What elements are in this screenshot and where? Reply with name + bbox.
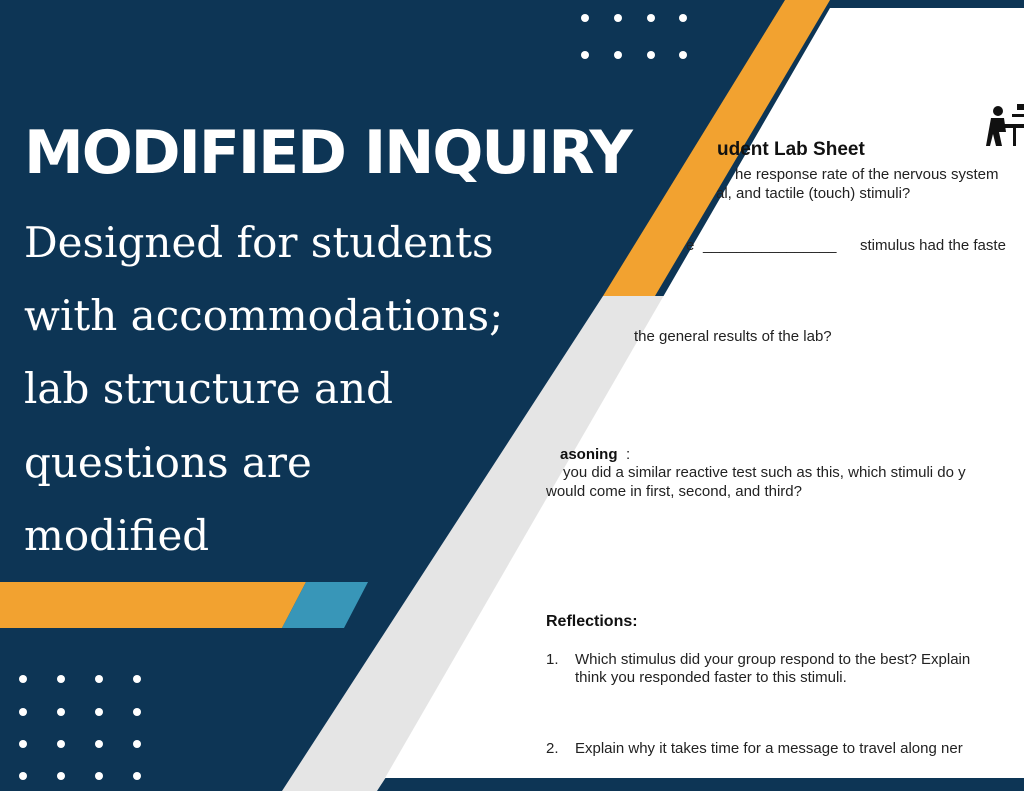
reflection-1-number: 1.	[546, 651, 559, 668]
subtitle-line-3: lab structure and	[24, 364, 393, 413]
reasoning-colon: :	[626, 446, 631, 463]
reasoning-line-2: would come in first, second, and third?	[546, 483, 802, 500]
orange-bar	[0, 582, 306, 628]
reflections-heading: Reflections:	[546, 613, 638, 630]
subtitle-line-2: with accommodations;	[24, 291, 504, 340]
subtitle-line-5: modified	[24, 511, 210, 560]
sheet-title: udent Lab Sheet	[717, 139, 865, 160]
claim-blank: ________________	[703, 237, 837, 254]
subtitle-line-1: Designed for students	[24, 218, 494, 267]
reflection-1-line-2: think you responded faster to this stimuli.	[575, 669, 847, 686]
reasoning-line-1: you did a similar reactive test such as this, which stimuli do y	[563, 464, 966, 481]
question-line-2: al, and tactile (touch) stimuli?	[716, 185, 911, 202]
reflection-2-number: 2.	[546, 740, 559, 757]
reflection-2-line-1: Explain why it takes time for a message to travel along ner	[575, 740, 963, 757]
headline: MODIFIED INQUIRY	[24, 118, 631, 188]
reflection-1-line-1: Which stimulus did your group respond to the best? Explain	[575, 651, 971, 668]
subtitle-line-4: questions are	[24, 438, 312, 487]
claim-prefix: e	[686, 237, 695, 254]
evidence-question: the general results of the lab?	[634, 328, 832, 345]
reasoning-label: asoning	[560, 446, 618, 463]
question-line-1: he response rate of the nervous system	[735, 166, 999, 183]
claim-suffix: stimulus had the faste	[860, 237, 1006, 254]
